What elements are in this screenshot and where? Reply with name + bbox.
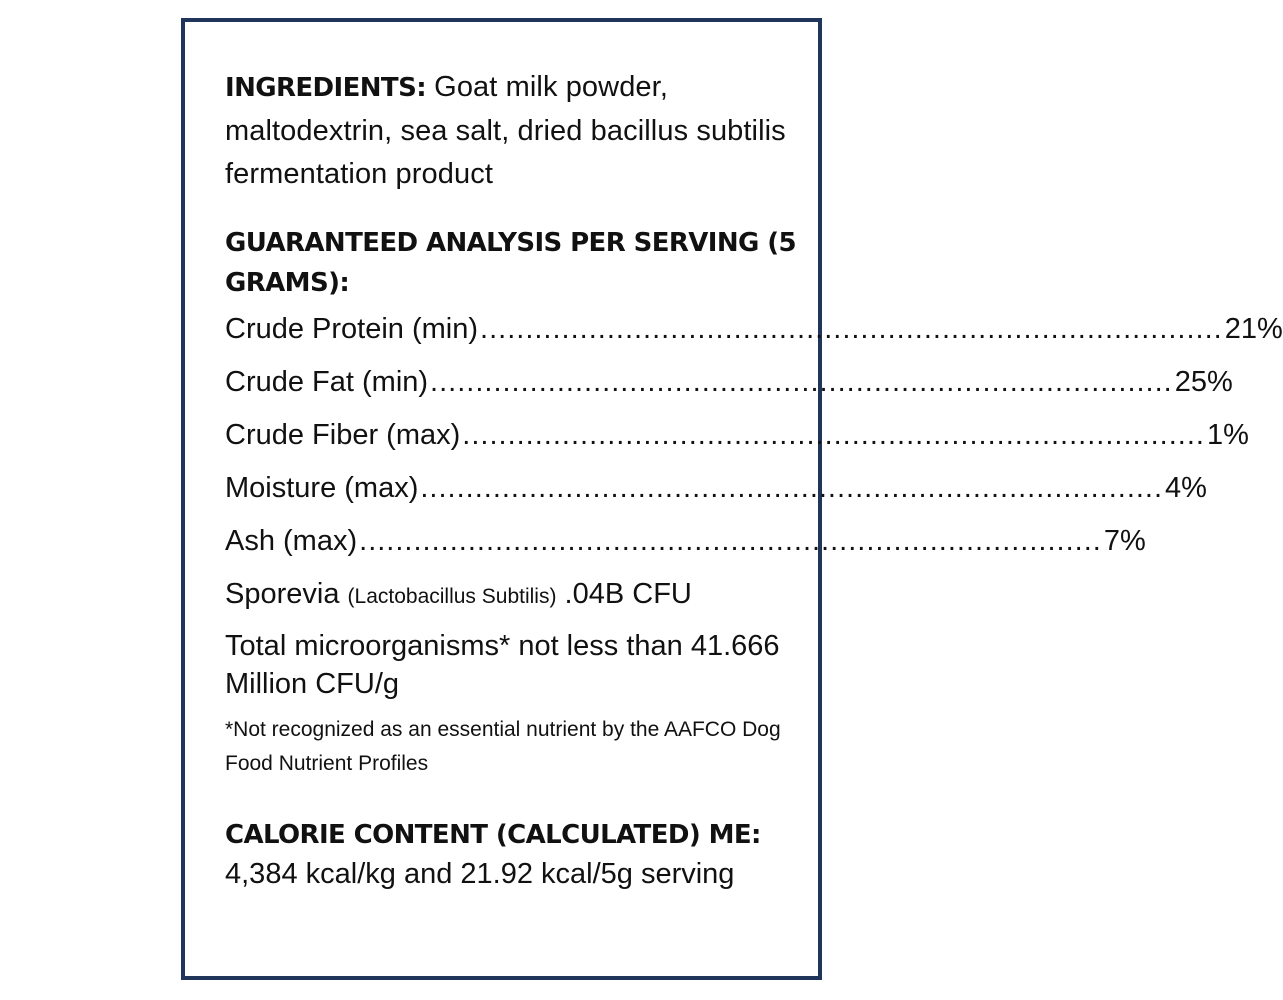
analysis-row-moisture — [225, 462, 1207, 515]
ingredients-section — [225, 66, 805, 196]
calorie-content-heading: CALORIE CONTENT (CALCULATED) ME: — [225, 820, 761, 850]
sporevia-name: Sporevia — [225, 578, 340, 610]
ingredients-heading: INGREDIENTS: — [225, 73, 426, 103]
nutrition-label-panel — [181, 18, 1283, 980]
nutrient-name: Crude Fat (min) — [225, 366, 429, 398]
guaranteed-analysis-heading: GUARANTEED ANALYSIS PER SERVING (5 GRAMS): — [225, 228, 797, 298]
footnote: *Not recognized as an essential nutrient by the AAFCO Dog Food Nutrient Profiles — [225, 718, 781, 775]
dot-leader: .................................................................................. — [462, 419, 1205, 451]
analysis-row-fiber — [225, 409, 1249, 462]
analysis-row-ash — [225, 515, 1146, 568]
dot-leader: .................................................................................. — [420, 472, 1164, 504]
ingredients-text: Goat milk powder, maltodextrin, sea salt, dried bacillus subtilis fermentation product — [225, 71, 786, 190]
sporevia-detail: (Lactobacillus Subtilis) — [347, 585, 557, 608]
analysis-row-protein — [225, 303, 1283, 356]
analysis-table — [225, 303, 1283, 568]
nutrient-name: Crude Fiber (max) — [225, 419, 461, 451]
nutrient-name: Moisture (max) — [225, 472, 419, 504]
sporevia-row — [225, 568, 805, 623]
nutrient-value: 7% — [1103, 525, 1146, 557]
dot-leader: .................................................................................. — [480, 313, 1223, 345]
calorie-content-value: 4,384 kcal/kg and 21.92 kcal/5g serving — [225, 858, 735, 890]
dot-leader: .................................................................................. — [359, 525, 1102, 557]
nutrient-value: 25% — [1174, 366, 1233, 398]
label-content — [225, 66, 1283, 893]
nutrient-name: Crude Protein (min) — [225, 313, 479, 345]
nutrient-value: 1% — [1206, 419, 1249, 451]
dot-leader: .................................................................................. — [430, 366, 1173, 398]
nutrient-value: 21% — [1224, 313, 1283, 345]
sporevia-value: .04B CFU — [564, 578, 692, 610]
nutrient-name: Ash (max) — [225, 525, 358, 557]
analysis-row-fat — [225, 356, 1233, 409]
nutrient-value: 4% — [1165, 472, 1207, 504]
total-microorganisms: Total microorganisms* not less than 41.666 Million CFU/g — [225, 630, 780, 700]
